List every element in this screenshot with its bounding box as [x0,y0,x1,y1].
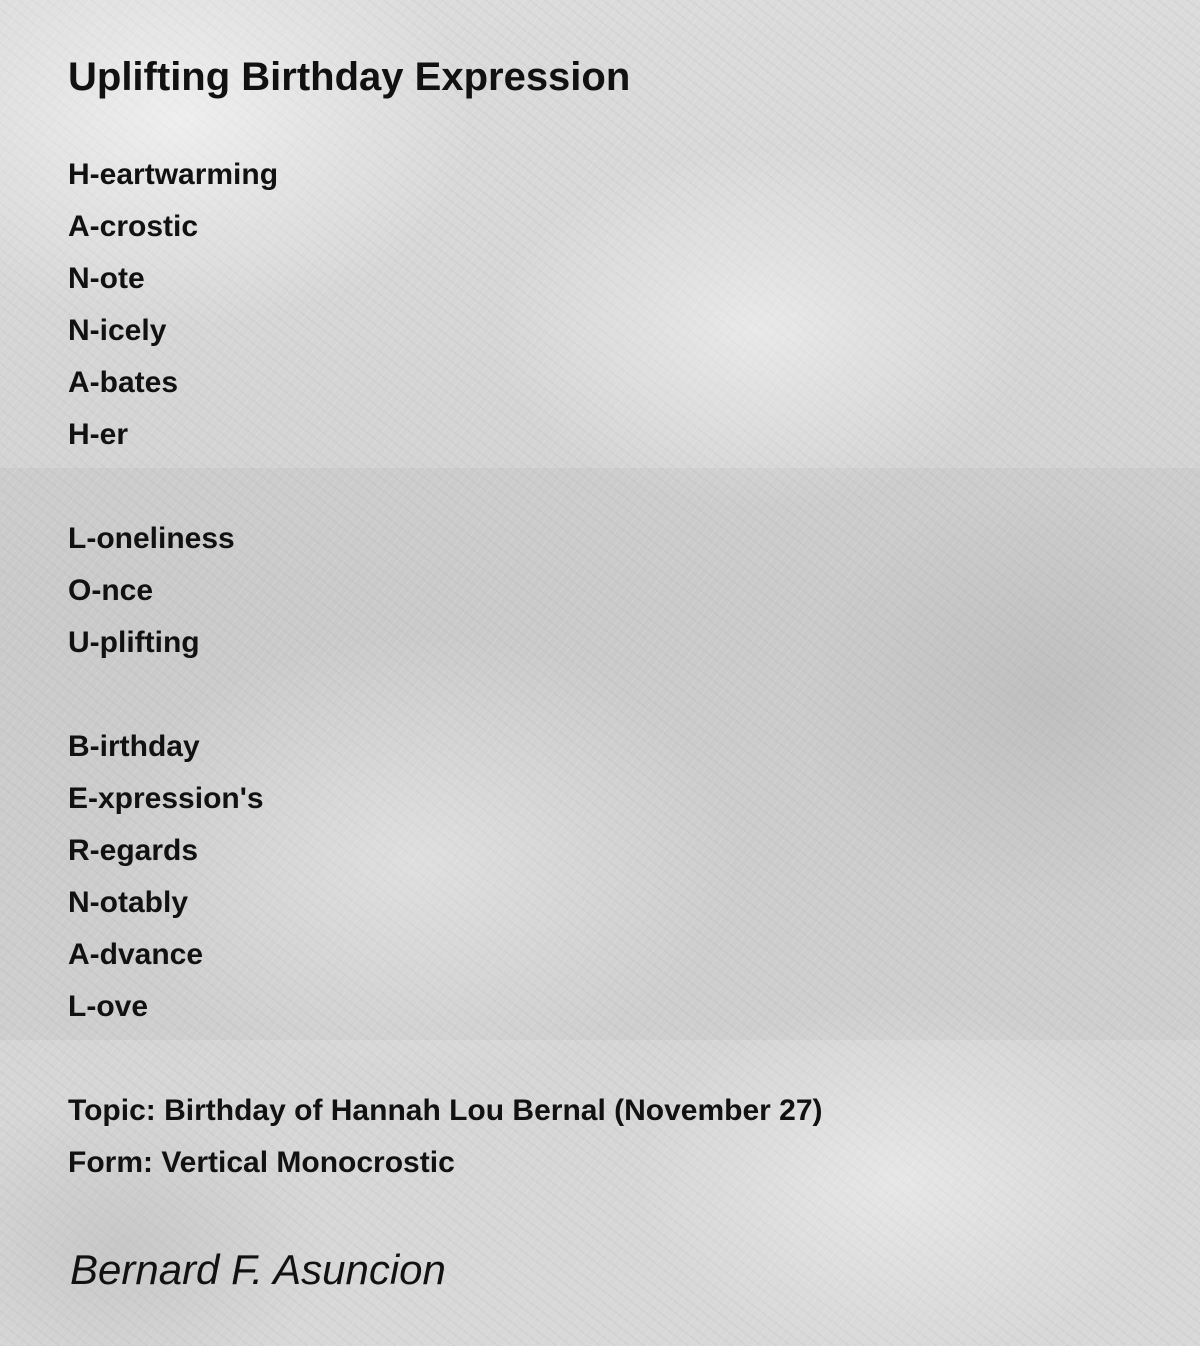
poem-form: Form: Vertical Monocrostic [68,1146,455,1179]
poem-line: B-irthday [68,730,200,763]
poem-line: O-nce [68,574,154,607]
author-name: Bernard F. Asuncion [70,1246,446,1293]
poem-line: R-egards [68,834,199,867]
stanza-break [68,468,278,520]
poem-line: N-ote [68,262,145,295]
poem-topic: Topic: Birthday of Hannah Lou Bernal (November 27) [68,1094,823,1127]
poem-line: N-otably [68,886,188,919]
stanza-break [68,676,278,728]
poem-line: A-bates [68,366,179,399]
poem-body [68,156,278,1040]
poem-line: L-ove [68,990,149,1023]
poem-line: A-dvance [68,938,204,971]
poem-line: N-icely [68,314,167,347]
poem-line: L-oneliness [68,522,235,555]
poem-line: E-xpression's [68,782,264,815]
poem-notes [68,1092,823,1196]
poem-line: U-plifting [68,626,200,659]
poem-title: Uplifting Birthday Expression [68,55,631,99]
poem-line: A-crostic [68,210,199,243]
poem-line: H-er [68,418,129,451]
poem-line: H-eartwarming [68,158,279,191]
